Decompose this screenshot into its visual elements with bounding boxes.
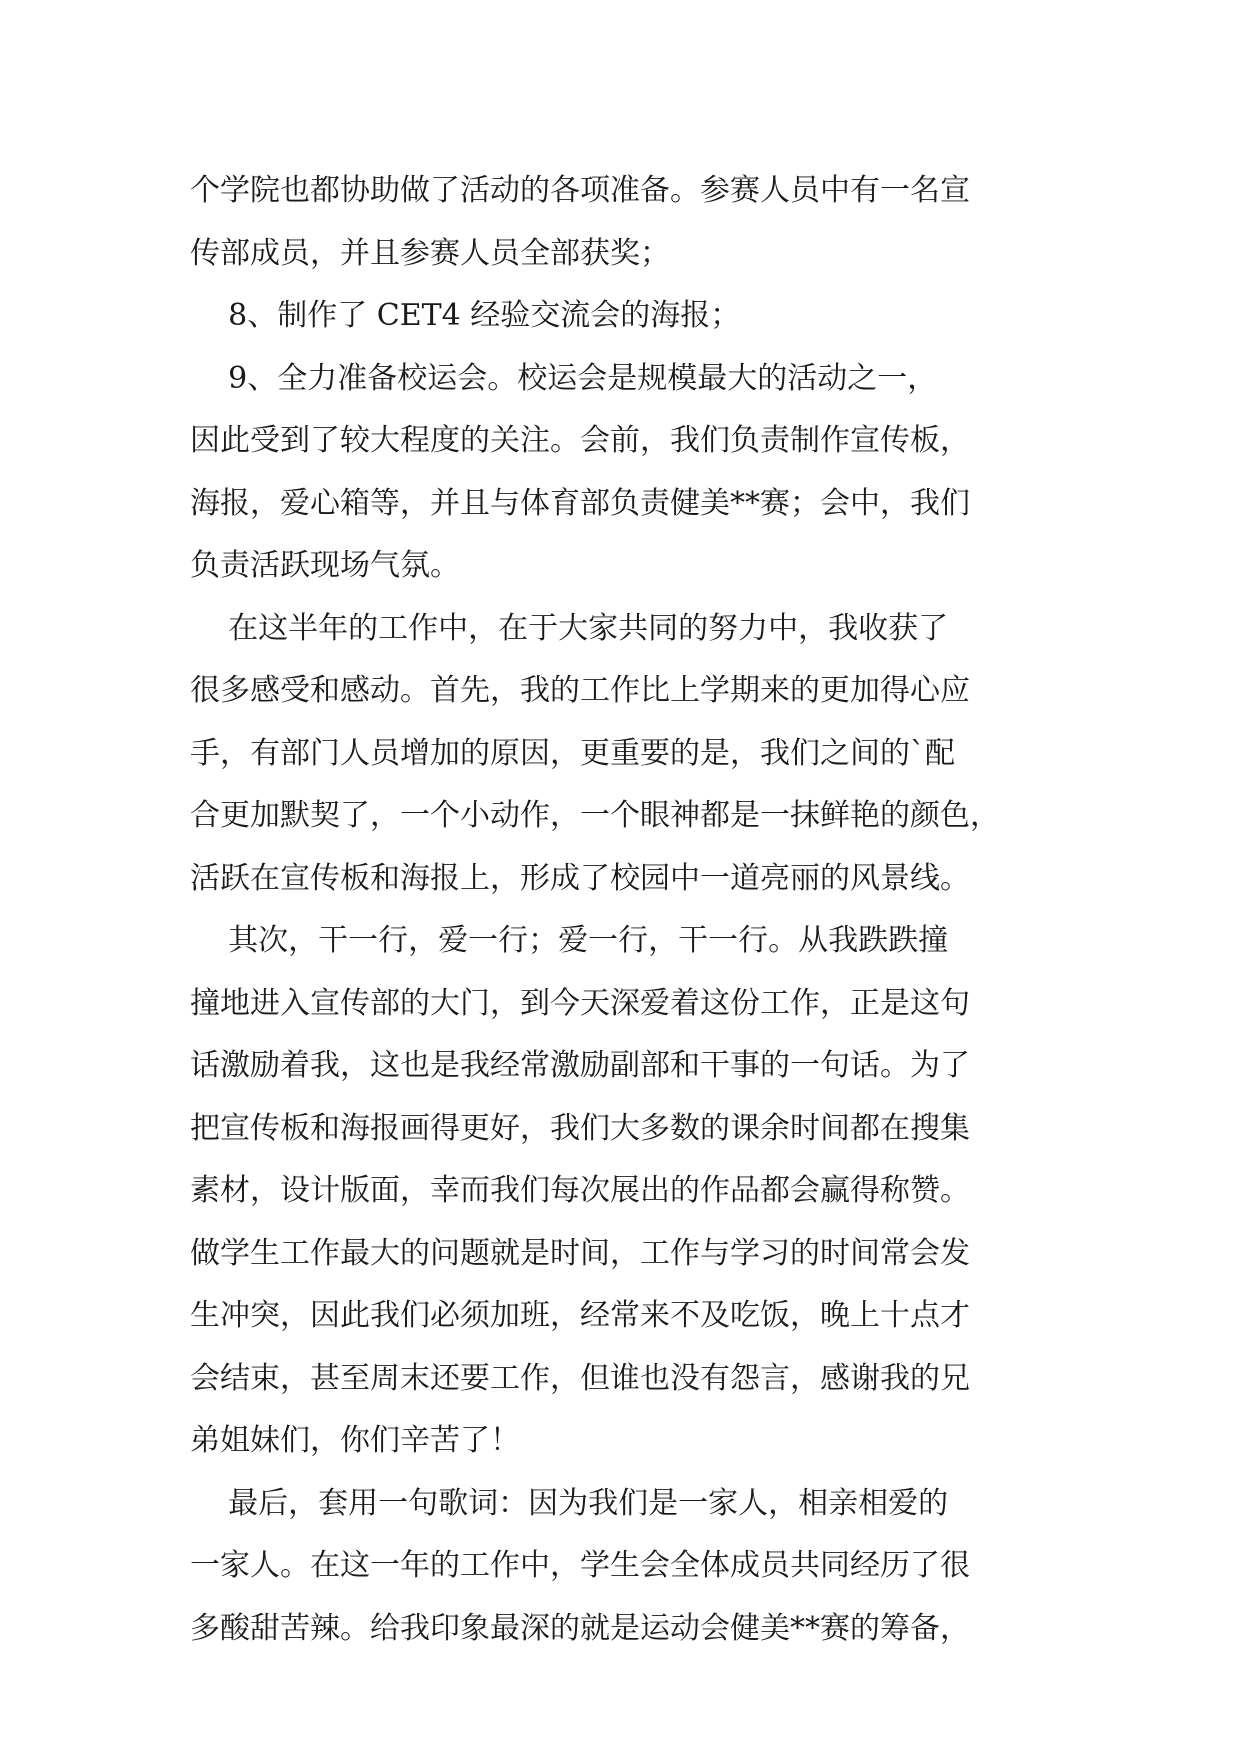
text-line: 做学生工作最大的问题就是时间，工作与学习的时间常会发: [190, 1235, 970, 1271]
text-line: 素材，设计版面，幸而我们每次展出的作品都会赢得称赞。: [190, 1173, 970, 1208]
text-line: 其次，干一行，爱一行；爱一行，干一行。从我跌跌撞: [190, 923, 949, 958]
text-line: 最后，套用一句歌词：因为我们是一家人，相亲相爱的: [190, 1485, 949, 1521]
text-line: 8、制作了 CET4 经验交流会的海报；: [190, 298, 741, 333]
text-line: 多酸甜苦辣。给我印象最深的就是运动会健美**赛的筹备，: [190, 1610, 970, 1646]
text-line: 话激励着我，这也是我经常激励副部和干事的一句话。为了: [190, 1048, 970, 1083]
text-line: 活跃在宣传板和海报上，形成了校园中一道亮丽的风景线。: [190, 860, 970, 896]
text-line: 在这半年的工作中，在于大家共同的努力中，我收获了: [190, 610, 949, 646]
text-line: 把宣传板和海报画得更好，我们大多数的课余时间都在搜集: [190, 1110, 970, 1146]
paragraph-1: [190, 160, 1052, 285]
text-line: 9、全力准备校运会。校运会是规模最大的活动之一，: [190, 360, 938, 396]
text-line: 负责活跃现场气氛。: [190, 548, 460, 583]
paragraph-6: [190, 1473, 1052, 1661]
document-body: [190, 160, 1052, 1660]
text-line: 因此受到了较大程度的关注。会前，我们负责制作宣传板，: [190, 423, 970, 458]
text-line: 弟姐妹们，你们辛苦了！: [190, 1423, 520, 1458]
text-line: 会结束，甚至周末还要工作，但谁也没有怨言，感谢我的兄: [190, 1360, 970, 1396]
text-line: 传部成员，并且参赛人员全部获奖；: [190, 235, 670, 271]
text-line: 合更加默契了，一个小动作，一个眼神都是一抹鲜艳的颜色，: [190, 798, 1000, 833]
text-line: 生冲突，因此我们必须加班，经常来不及吃饭，晚上十点才: [190, 1298, 970, 1333]
text-line: 一家人。在这一年的工作中，学生会全体成员共同经历了很: [190, 1548, 970, 1583]
text-line: 很多感受和感动。首先，我的工作比上学期来的更加得心应: [190, 673, 970, 708]
paragraph-4: [190, 598, 1052, 911]
paragraph-3: [190, 348, 1052, 598]
paragraph-2: [190, 285, 1052, 348]
text-line: 撞地进入宣传部的大门，到今天深爱着这份工作，正是这句: [190, 985, 970, 1021]
text-line: 个学院也都协助做了活动的各项准备。参赛人员中有一名宣: [190, 173, 970, 208]
text-line: 海报，爱心箱等，并且与体育部负责健美**赛；会中，我们: [190, 485, 970, 521]
paragraph-5: [190, 910, 1052, 1473]
text-line: 手，有部门人员增加的原因，更重要的是，我们之间的`配: [190, 735, 955, 771]
